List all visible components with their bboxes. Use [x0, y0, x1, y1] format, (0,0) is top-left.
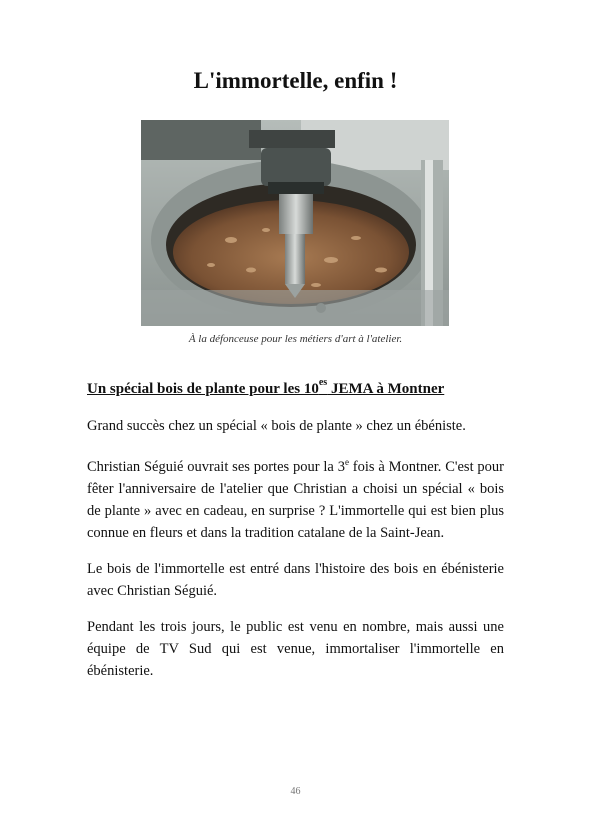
paragraph-2-superscript: e: [344, 457, 349, 467]
heading-superscript: es: [318, 377, 328, 388]
paragraph-2-start: Christian Séguié ouvrait ses portes pour la 3: [87, 458, 345, 475]
paragraph-1: Grand succès chez un spécial « bois de plante » chez un ébéniste.: [87, 418, 466, 434]
heading-text-after: JEMA à Montner: [327, 381, 445, 397]
page-number: 46: [290, 786, 301, 797]
page-title: L'immortelle, enfin !: [193, 68, 398, 93]
router-photo: [141, 120, 449, 326]
paragraph-2: [87, 451, 504, 544]
photo-caption: À la défonceuse pour les métiers d'art à l'atelier.: [188, 333, 403, 345]
section-heading: [87, 379, 444, 398]
heading-text-before: Un spécial bois de plante pour les 10: [87, 381, 319, 397]
paragraph-4: Pendant les trois jours, le public est venu en nombre, mais aussi une équipe de TV Sud qui est venue, immortaliser l'immortelle en ébénisterie.: [87, 618, 504, 679]
paragraph-2-rest: fois à Montner. C'est pour fêter l'anniversaire de l'atelier que Christian a choisi un spécial « bois de plante » avec en cadeau, en surprise ? L'immortelle qui est bien plus connue en fleurs et dans la tradition catalane de la Saint-Jean.: [87, 458, 505, 541]
paragraph-3: Le bois de l'immortelle est entré dans l'histoire des bois en ébénisterie avec Christian Séguié.: [87, 560, 504, 599]
article-body: [87, 415, 504, 696]
